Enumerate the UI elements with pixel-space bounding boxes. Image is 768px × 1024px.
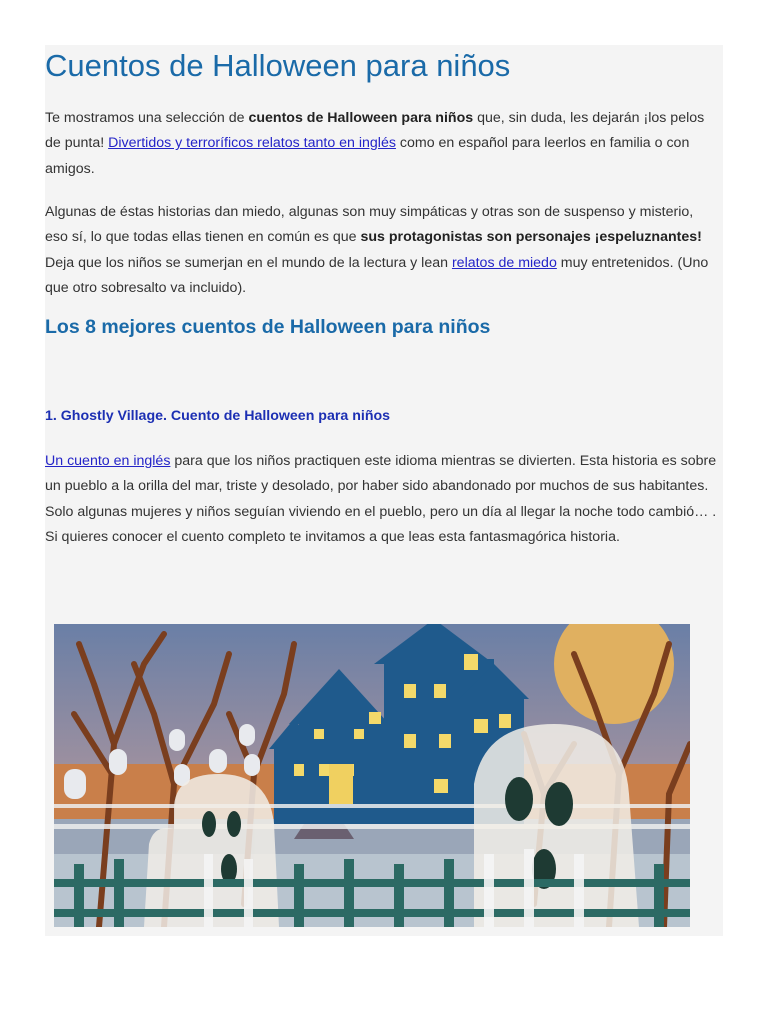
para2-text-2: Deja que los niños se sumerjan en el mundo de la lectura y lean xyxy=(45,254,452,271)
story-1-heading: 1. Ghostly Village. Cuento de Halloween para niños xyxy=(45,408,391,424)
para2-text-1: Algunas de éstas historias dan miedo, algunas son muy simpáticas y otras son de suspenso y misterio, eso sí, lo que todas ellas tienen en común es que xyxy=(45,204,694,246)
para2-text-3: muy entretenidos. (Uno que otro sobresalto va incluido). xyxy=(45,254,709,296)
intro-text-1: Te mostramos una selección de xyxy=(45,110,249,126)
page-title: Cuentos de Halloween para niños xyxy=(45,48,511,83)
intro-text-3: como en español para leerlos en familia o con amigos. xyxy=(45,135,690,177)
story-1-paragraph xyxy=(45,449,720,550)
story-1-text: para que los niños practiquen este idioma mientras se divierten. Esta historia es sobre un pueblo a la orilla del mar, triste y desolado, por haber sido abandonado por muchos de sus habitantes. Solo algunas mujeres y niños seguían viviendo en el pueblo, pero un día al llegar la noche todo cambió… . Si quieres conocer el cuento completo te invitamos a que leas esta fantasmagórica historia. xyxy=(45,453,717,545)
intro-bold: cuentos de Halloween para niños xyxy=(248,110,474,126)
haunted-house-illustration xyxy=(54,624,690,927)
cuento-en-ingles-link[interactable]: Un cuento en inglés xyxy=(45,453,171,469)
second-paragraph xyxy=(45,200,720,301)
intro-paragraph xyxy=(45,106,720,182)
intro-link[interactable]: Divertidos y terroríficos relatos tanto en inglés xyxy=(108,135,396,152)
relatos-de-miedo-link[interactable]: relatos de miedo xyxy=(451,254,557,271)
intro-text-2: que, sin duda, les dejarán ¡los pelos de punta! xyxy=(45,110,705,152)
para2-bold: sus protagonistas son personajes ¡espeluznantes! xyxy=(360,229,702,246)
section-heading: Los 8 mejores cuentos de Halloween para niños xyxy=(45,316,491,338)
